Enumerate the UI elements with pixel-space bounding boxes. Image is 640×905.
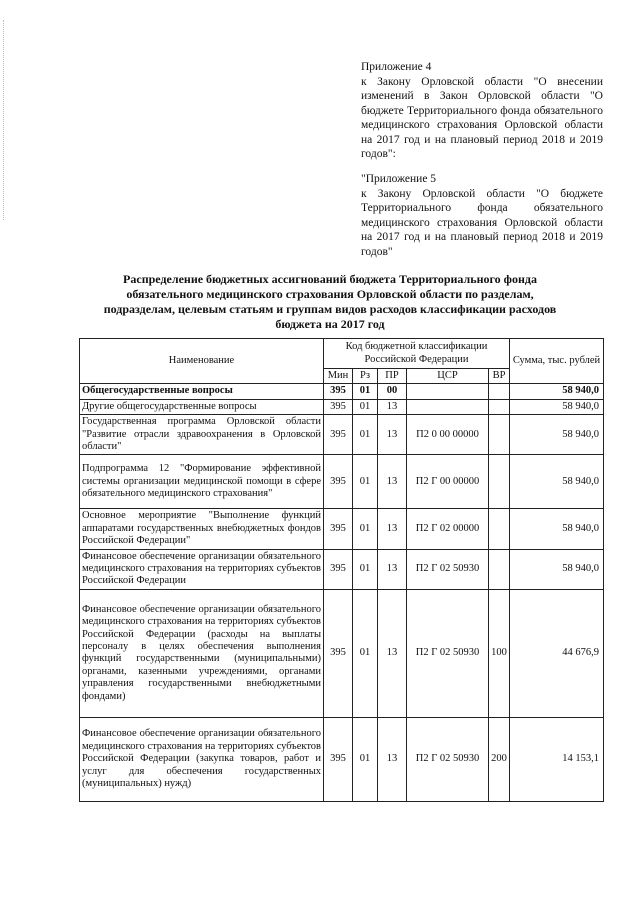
appendix-5-header <box>361 172 603 259</box>
table-row <box>80 549 604 589</box>
row-name: Финансовое обеспечение организации обязательного медицинского страхования на территориях субъектов Российской Федерации (закупка товаров, работ и услуг для обеспечения государственных (муниципальных) нужд) <box>80 717 324 801</box>
row-pr: 13 <box>378 549 407 589</box>
row-csr: П2 Г 02 00000 <box>407 509 489 549</box>
row-name: Основное мероприятие "Выполнение функций аппаратами государственных внебюджетных фондов Российской Федерации" <box>80 509 324 549</box>
row-min: 395 <box>324 415 353 455</box>
row-vr <box>489 384 510 399</box>
row-name: Другие общегосударственные вопросы <box>80 399 324 414</box>
row-sum: 58 940,0 <box>510 399 604 414</box>
row-min: 395 <box>324 549 353 589</box>
row-min: 395 <box>324 509 353 549</box>
budget-allocation-table <box>79 338 604 802</box>
table-row <box>80 717 604 801</box>
row-csr: П2 Г 02 50930 <box>407 717 489 801</box>
row-csr <box>407 399 489 414</box>
row-name: Государственная программа Орловской области "Развитие отрасли здравоохранения в Орловской области" <box>80 415 324 455</box>
row-pr: 13 <box>378 455 407 509</box>
row-pr: 13 <box>378 589 407 717</box>
row-rz: 01 <box>353 399 378 414</box>
header-min: Мин <box>324 369 353 384</box>
row-rz: 01 <box>353 509 378 549</box>
row-vr <box>489 509 510 549</box>
row-rz: 01 <box>353 549 378 589</box>
row-csr: П2 Г 02 50930 <box>407 589 489 717</box>
row-vr <box>489 549 510 589</box>
appendix-4-title: Приложение 4 <box>361 61 432 73</box>
row-pr: 13 <box>378 717 407 801</box>
row-name: Финансовое обеспечение организации обязательного медицинского страхования на территориях субъектов Российской Федерации <box>80 549 324 589</box>
table-row <box>80 589 604 717</box>
appendix-4-text: к Закону Орловской области "О внесении изменений в Закон Орловской области "О бюджете Территориального фонда обязательного медицинского страхования Орловской области на 2017 год и на плановый период 2018 и 2019 годов": <box>361 75 603 160</box>
row-sum: 58 940,0 <box>510 384 604 399</box>
row-name: Финансовое обеспечение организации обязательного медицинского страхования на территориях субъектов Российской Федерации (расходы на выплаты персоналу в целях обеспечения выполнения функций государственными (муниципальными) органами, казенными учреждениями, органами управления государственными внебюджетными фондами) <box>80 589 324 717</box>
appendix-5-title: "Приложение 5 <box>361 173 437 185</box>
row-name: Подпрограмма 12 "Формирование эффективной системы организации медицинской помощи в сфере обязательного медицинского страхования" <box>80 455 324 509</box>
row-rz: 01 <box>353 384 378 399</box>
row-vr <box>489 455 510 509</box>
header-code-group: Код бюджетной классификации Российской Федерации <box>324 339 510 369</box>
row-pr: 13 <box>378 509 407 549</box>
header-name: Наименование <box>80 339 324 384</box>
row-sum: 58 940,0 <box>510 549 604 589</box>
header-sum: Сумма, тыс. рублей <box>510 339 604 384</box>
row-vr: 100 <box>489 589 510 717</box>
row-min: 395 <box>324 384 353 399</box>
header-vr: ВР <box>489 369 510 384</box>
row-rz: 01 <box>353 717 378 801</box>
row-csr: П2 Г 00 00000 <box>407 455 489 509</box>
row-csr <box>407 384 489 399</box>
document-title: Распределение бюджетных ассигнований бюджета Территориального фонда обязательного медицинского страхования Орловской области по разделам, подразделам, целевым статьям и группам видов расходов классификации расходов бюджета на 2017 год <box>103 272 557 331</box>
row-rz: 01 <box>353 455 378 509</box>
row-min: 395 <box>324 717 353 801</box>
row-sum: 58 940,0 <box>510 415 604 455</box>
header-rz: Рз <box>353 369 378 384</box>
row-csr: П2 Г 02 50930 <box>407 549 489 589</box>
header-pr: ПР <box>378 369 407 384</box>
row-pr: 00 <box>378 384 407 399</box>
table-row <box>80 399 604 414</box>
row-min: 395 <box>324 455 353 509</box>
row-sum: 44 676,9 <box>510 589 604 717</box>
row-vr <box>489 415 510 455</box>
table-body <box>80 384 604 801</box>
row-vr: 200 <box>489 717 510 801</box>
row-sum: 14 153,1 <box>510 717 604 801</box>
row-sum: 58 940,0 <box>510 509 604 549</box>
header-csr: ЦСР <box>407 369 489 384</box>
table-row <box>80 455 604 509</box>
table-row <box>80 415 604 455</box>
page-edge-mark <box>3 20 5 220</box>
row-vr <box>489 399 510 414</box>
appendix-4-header <box>361 60 603 162</box>
row-csr: П2 0 00 00000 <box>407 415 489 455</box>
table-row <box>80 509 604 549</box>
row-pr: 13 <box>378 415 407 455</box>
row-pr: 13 <box>378 399 407 414</box>
row-name: Общегосударственные вопросы <box>80 384 324 399</box>
row-rz: 01 <box>353 415 378 455</box>
table-row <box>80 384 604 399</box>
appendix-5-text: к Закону Орловской области "О бюджете Территориального фонда обязательного медицинского страхования Орловской области на 2017 год и на плановый период 2018 и 2019 годов" <box>361 187 603 258</box>
row-min: 395 <box>324 399 353 414</box>
row-sum: 58 940,0 <box>510 455 604 509</box>
row-rz: 01 <box>353 589 378 717</box>
row-min: 395 <box>324 589 353 717</box>
